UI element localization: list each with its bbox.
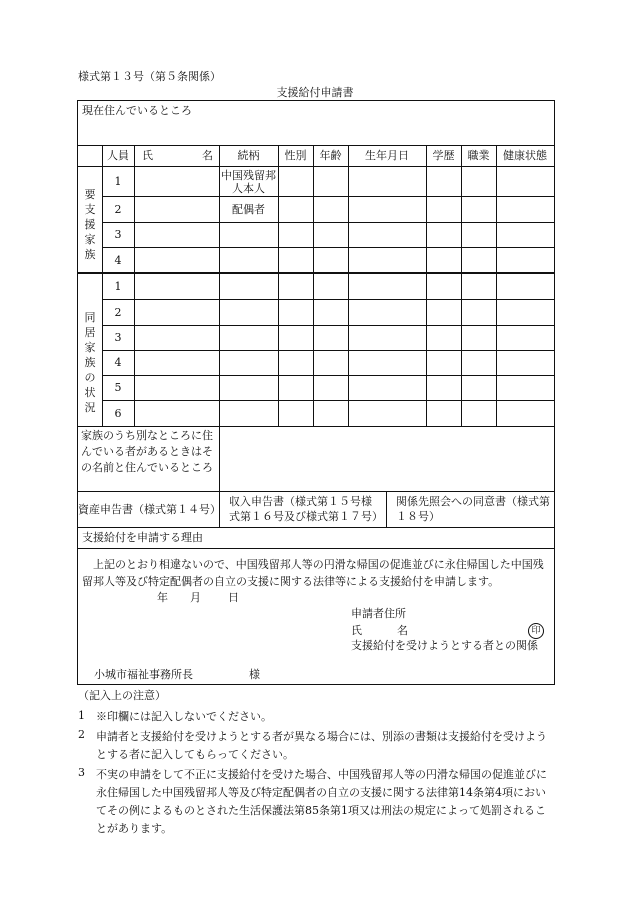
col-education: 学歴 [432,149,455,162]
doc-asset: 資産申告書（様式第１４号） [78,502,221,516]
note-text: ※印欄には記入しないでください。 [96,710,272,723]
support-row-relation: 中国残留邦人本人 [221,168,276,195]
support-row-no: 4 [114,253,122,267]
applicant-name-b: 名 [397,624,408,637]
seal-mark-icon: 印 [528,623,544,639]
date-day: 日 [228,591,239,604]
doc-income: 収入申告書（様式第１５号様式第１６号及び様式第１７号） [229,495,383,523]
col-members: 人員 [107,149,129,162]
address-label: 現在住んでいるところ [82,104,192,117]
date-year: 年 [157,591,168,604]
cohabit-row-no: 2 [114,305,122,319]
addressee-honorific: 様 [249,668,260,681]
applicant-address-label: 申請者住所 [351,607,406,620]
note-number: 3 [78,766,85,779]
applicant-relation-label: 支援給付を受けようとする者との関係 [351,639,538,652]
col-occupation: 職業 [467,149,490,162]
cohabit-row-no: 6 [114,406,122,420]
notes-heading: （記入上の注意） [78,689,166,702]
col-relation: 続柄 [237,149,260,162]
separate-family-label: 家族のうち別なところに住んでいる者があるときはその名前と住んでいるところ [81,429,213,474]
form-title: 支援給付申請書 [276,86,354,99]
note-text: 不実の申請をして不正に支援給付を受けた場合、中国残留邦人等の円滑な帰国の促進並びに永住帰国した中国残留邦人等及び特定配偶者の自立の支援に関する法律第14条第4項においてその例によるものとされた生活保護法第85条第1項又は刑法の規定によって処罰されることがあります。 [96,768,547,835]
cohabit-row-no: 4 [114,356,122,369]
col-birth: 生年月日 [365,149,409,162]
col-sex: 性別 [284,149,307,162]
cohabit-row-no: 5 [114,381,122,394]
support-row-relation: 配偶者 [232,202,265,216]
date-month: 月 [190,591,201,604]
note-number: 2 [78,728,85,741]
support-row-no: 1 [114,174,122,188]
reason-label: 支援給付を申請する理由 [82,531,203,544]
cohabit-row-no: 1 [114,279,122,293]
col-name-b: 名 [202,149,213,162]
applicant-name-a: 氏 [351,624,362,637]
col-age: 年齢 [319,149,342,162]
doc-consent: 関係先照会への同意書（様式第１８号） [396,495,550,523]
cohabit-row-no: 3 [114,331,122,344]
form-number: 様式第１３号（第５条関係） [78,70,221,83]
col-health: 健康状態 [503,149,547,162]
col-name-a: 氏 [142,149,153,162]
addressee-office: 小城市福祉事務所長 [94,668,193,681]
support-row-no: 2 [114,202,122,216]
declaration: 上記のとおり相違ないので、中国残留邦人等の円滑な帰国の促進並びに永住帰国した中国残留邦人等及び特定配偶者の自立の支援に関する法律等による支援給付を申請します。 [82,558,544,588]
note-text: 申請者と支援給付を受けようとする者が異なる場合には、別添の書類は支援給付を受けようとする者に記入してもらってください。 [96,730,547,761]
note-number: 1 [78,709,85,722]
cohabiting-family-label: 同居家族の状況 [84,311,96,414]
support-row-no: 3 [114,228,122,241]
support-family-label: 要支援家族 [84,188,96,261]
